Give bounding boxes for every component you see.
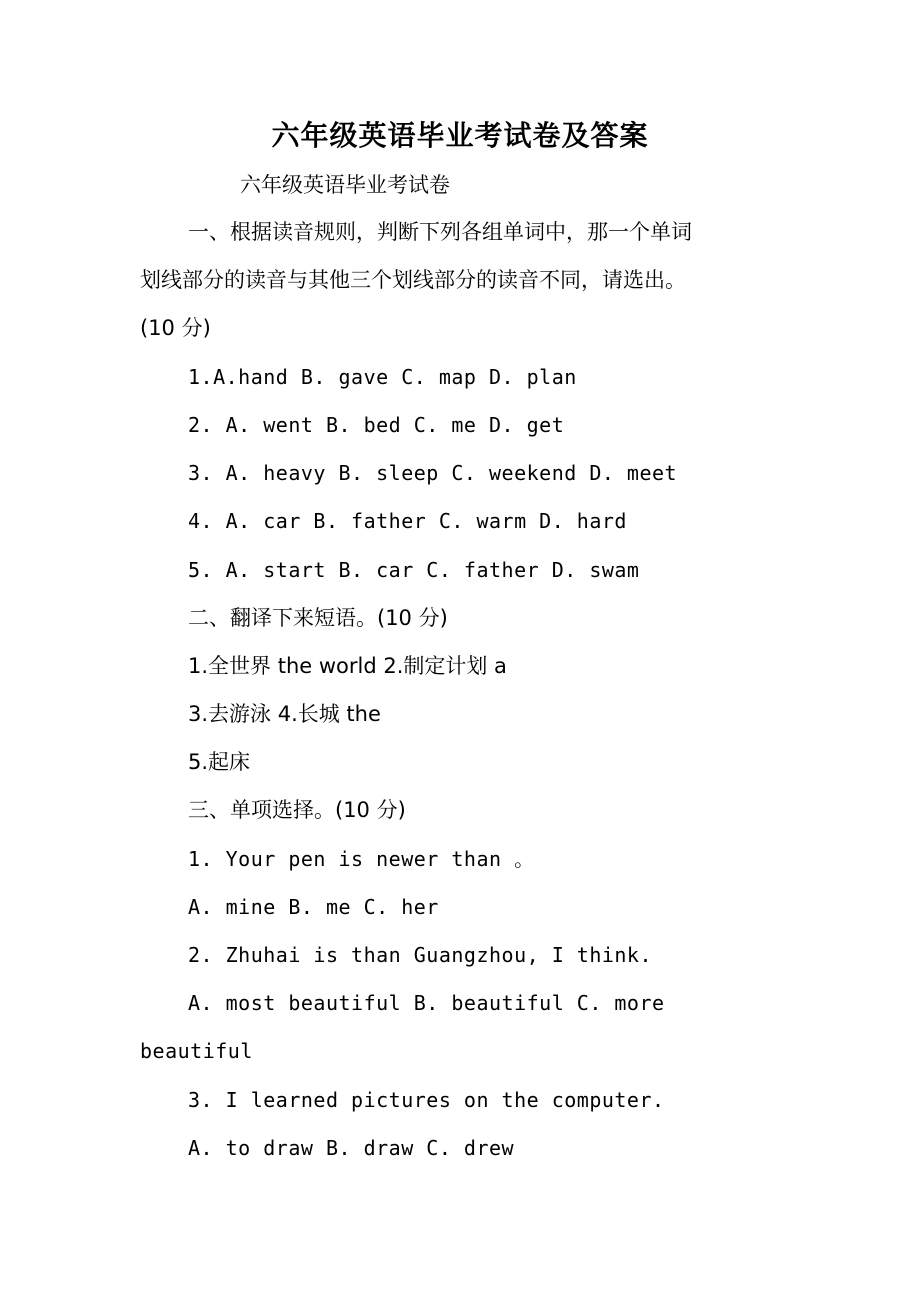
section-3-heading: 三、单项选择。(10 分) — [188, 798, 406, 822]
section-1-heading-line-2: 划线部分的读音与其他三个划线部分的读音不同，请选出。 — [140, 268, 686, 292]
document-subtitle: 六年级英语毕业考试卷 — [240, 173, 450, 197]
section-1-heading-line-3: (10 分) — [140, 316, 211, 340]
question-item: A. to draw B. draw C. drew — [188, 1136, 515, 1160]
section-1-heading-line-1: 一、根据读音规则，判断下列各组单词中，那一个单词 — [188, 220, 692, 244]
question-item: 3. A. heavy B. sleep C. weekend D. meet — [188, 461, 678, 485]
question-item: 1. Your pen is newer than 。 — [188, 847, 535, 871]
question-item: A. mine B. me C. her — [188, 895, 439, 919]
question-item: 1.全世界 the world 2.制定计划 a — [188, 654, 507, 678]
question-item: 2. A. went B. bed C. me D. get — [188, 413, 565, 437]
question-item: 1.A.hand B. gave C. map D. plan — [188, 365, 577, 389]
document-title: 六年级英语毕业考试卷及答案 — [271, 119, 649, 152]
question-item: 5. A. start B. car C. father D. swam — [188, 558, 640, 582]
question-item: 3. I learned pictures on the computer. — [188, 1088, 665, 1112]
question-item: 5.起床 — [188, 750, 251, 774]
section-2-heading: 二、翻译下来短语。(10 分) — [188, 606, 448, 630]
question-item: A. most beautiful B. beautiful C. more — [188, 991, 665, 1015]
question-item: beautiful — [140, 1039, 253, 1063]
question-item: 3.去游泳 4.长城 the — [188, 702, 381, 726]
question-item: 4. A. car B. father C. warm D. hard — [188, 509, 627, 533]
question-item: 2. Zhuhai is than Guangzhou, I think. — [188, 943, 653, 967]
